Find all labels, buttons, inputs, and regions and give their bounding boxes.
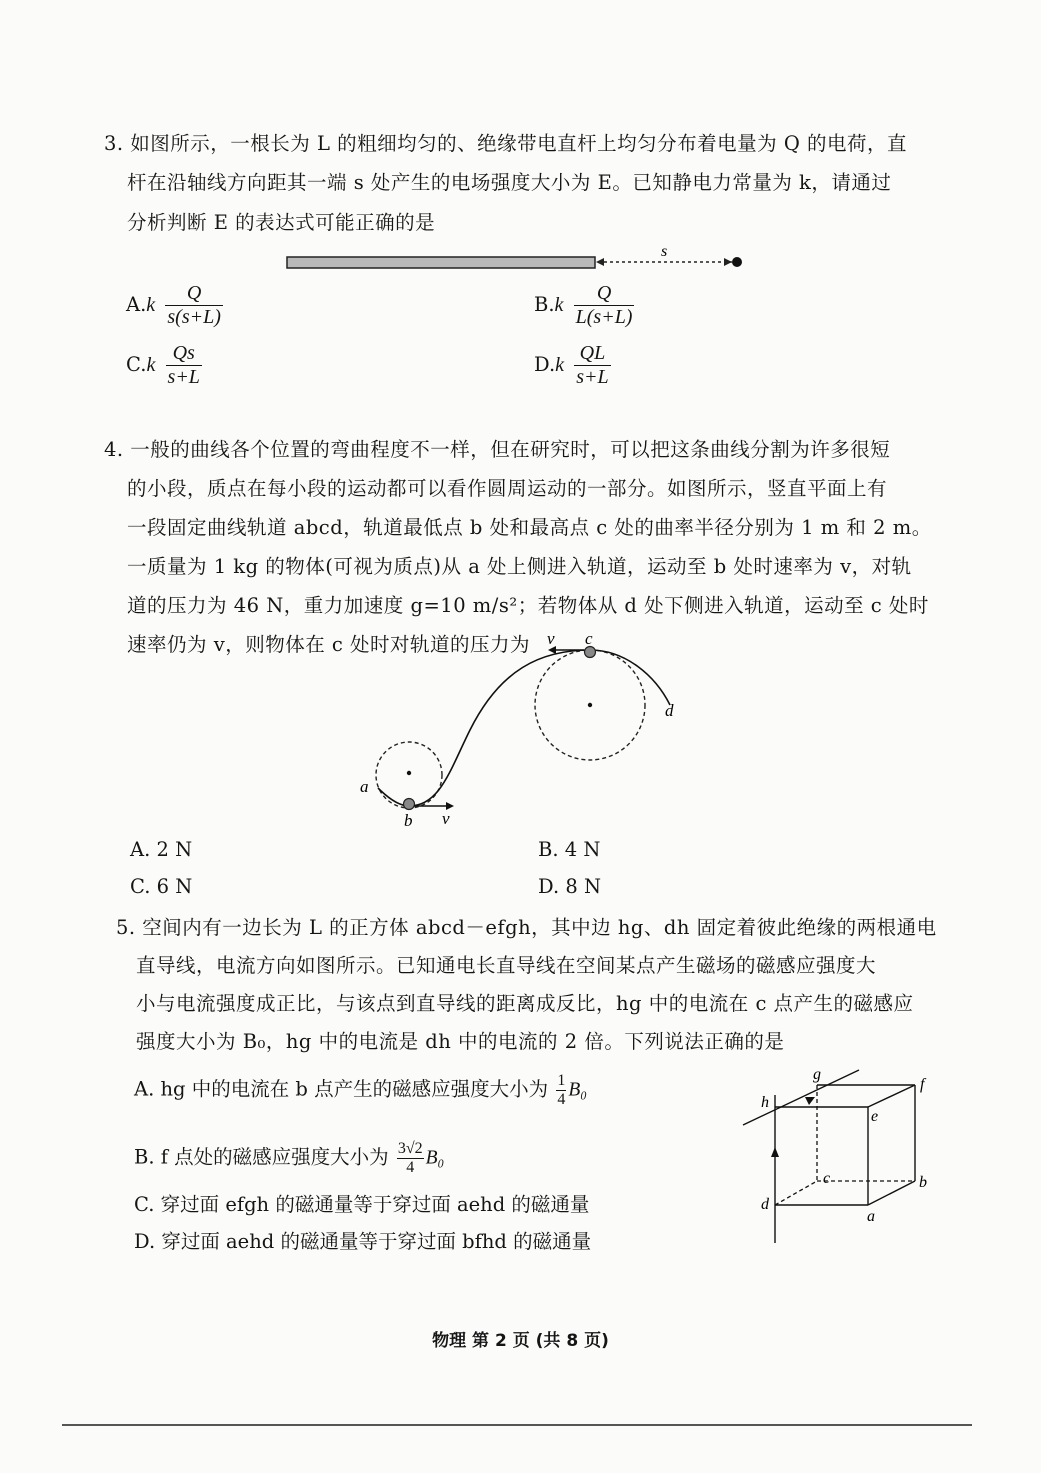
q5-option-c: C. 穿过面 efgh 的磁通量等于穿过面 aehd 的磁通量 (134, 1193, 590, 1216)
label-d: d (761, 1196, 769, 1213)
q3-option-d: D.k $\frac{QL}{s+L}$ (534, 342, 609, 388)
label-a: a (360, 777, 369, 796)
curve-track (378, 650, 670, 806)
center-b (407, 771, 411, 775)
arrow-right-icon (805, 1097, 815, 1105)
object-at-b (404, 799, 415, 810)
q5-line-1: 5. 空间内有一边长为 L 的正方体 abcd－efgh，其中边 hg、dh 固定着彼此绝缘的两根通电 (116, 916, 937, 939)
q3-option-c: C.k $\frac{Qs}{s+L}$ (126, 342, 200, 388)
charged-rod (287, 257, 595, 268)
q4-option-c: C. 6 N (130, 875, 193, 898)
q4-option-a: A. 2 N (130, 838, 193, 861)
q3-rod-figure (280, 242, 750, 278)
center-c (588, 703, 592, 707)
label-f: f (920, 1076, 925, 1093)
q3-option-b: B.k $\frac{Q}{L(s+L)}$ (534, 282, 633, 328)
q5-cube-figure (735, 1065, 945, 1245)
label-b: b (919, 1174, 927, 1191)
q4-track-figure (350, 630, 690, 835)
bottom-divider (62, 1424, 972, 1426)
q4-line-2: 的小段，质点在每小段的运动都可以看作圆周运动的一部分。如图所示，竖直平面上有 (127, 477, 888, 500)
q3-option-a: A.k $\frac{Q}{s(s+L)}$ (126, 282, 221, 328)
label-c: c (823, 1170, 831, 1187)
arrow-left-icon (596, 258, 604, 266)
q4-line-3: 一段固定曲线轨道 abcd，轨道最低点 b 处和最高点 c 处的曲率半径分别为 1 m 和 2 m。 (127, 516, 932, 539)
q3-line-1: 3. 如图所示，一根长为 L 的粗细均匀的、绝缘带电直杆上均匀分布着电量为 Q 的电荷，直 (104, 132, 908, 155)
label-e: e (871, 1108, 879, 1125)
label-v-bottom: v (442, 809, 450, 828)
q3-line-3: 分析判断 E 的表达式可能正确的是 (127, 211, 436, 234)
q5-line-3: 小与电流强度成正比，与该点到直导线的距离成反比，hg 中的电流在 c 点产生的磁感应 (136, 992, 914, 1015)
label-g: g (813, 1066, 821, 1083)
label-c: c (585, 630, 593, 648)
q5-line-4: 强度大小为 B₀，hg 中的电流是 dh 中的电流的 2 倍。下列说法正确的是 (136, 1030, 785, 1053)
q5-line-2: 直导线，电流方向如图所示。已知通电长直导线在空间某点产生磁场的磁感应强度大 (136, 954, 877, 977)
label-v-top: v (547, 630, 555, 648)
object-at-c (585, 647, 596, 658)
q4-option-d: D. 8 N (538, 875, 602, 898)
q5-option-a: A. hg 中的电流在 b 点产生的磁感应强度大小为 $\frac{1}{4}$ B₀ (134, 1072, 588, 1108)
q5-option-b: B. f 点处的磁感应强度大小为 $\frac{3√2}{4}$ B₀ (134, 1140, 445, 1176)
q4-line-5: 道的压力为 46 N，重力加速度 g=10 m/s²；若物体从 d 处下侧进入轨道，运动至 c 处时 (127, 594, 929, 617)
page-footer: 物理 第 2 页 (共 8 页) (432, 1331, 609, 1351)
label-a: a (867, 1208, 875, 1225)
label-d: d (665, 701, 674, 720)
label-s: s (661, 243, 668, 260)
label-h: h (761, 1094, 769, 1111)
field-point (732, 257, 742, 267)
arrow-right-icon (724, 258, 732, 266)
q4-option-b: B. 4 N (538, 838, 601, 861)
arrow-up-icon (771, 1147, 779, 1157)
q5-option-d: D. 穿过面 aehd 的磁通量等于穿过面 bfhd 的磁通量 (134, 1230, 592, 1253)
q4-line-4: 一质量为 1 kg 的物体(可视为质点)从 a 处上侧进入轨道，运动至 b 处时速率为 v，对轨 (127, 555, 912, 578)
q4-line-6: 速率仍为 v，则物体在 c 处时对轨道的压力为 (127, 633, 531, 656)
label-b: b (404, 811, 413, 830)
q4-line-1: 4. 一般的曲线各个位置的弯曲程度不一样，但在研究时，可以把这条曲线分割为许多很短 (104, 438, 891, 461)
q3-line-2: 杆在沿轴线方向距其一端 s 处产生的电场强度大小为 E。已知静电力常量为 k，请通过 (127, 171, 892, 194)
